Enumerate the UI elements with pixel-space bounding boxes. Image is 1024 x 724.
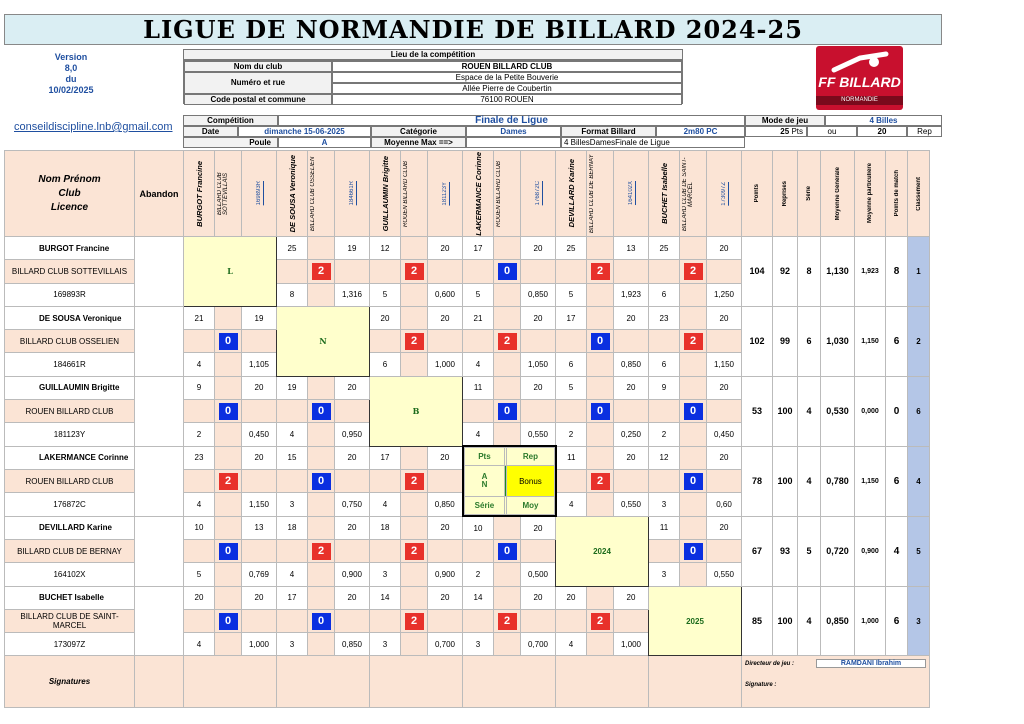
page-title: LIGUE DE NORMANDIE DE BILLARD 2024-25	[4, 14, 942, 45]
match-points: 12	[370, 237, 401, 260]
header-mp: Moyenne particulière	[855, 151, 886, 237]
score-legend: Pts Rep A N Bonus Série Moy	[463, 446, 556, 516]
total-reprises: 93	[773, 516, 798, 586]
match-average: 1,000	[428, 353, 463, 376]
competition-value: Finale de Ligue	[278, 115, 745, 126]
header-opponent-licence: 173097Z	[707, 151, 742, 237]
match-reprises: 20	[707, 237, 742, 260]
mode-label: Mode de jeu	[745, 115, 825, 126]
match-reprises: 20	[242, 376, 277, 399]
version-label: Version	[54, 52, 88, 62]
match-average: 1,050	[521, 353, 556, 376]
match-result-badge: 2	[219, 473, 238, 490]
particular-average: 1,923	[855, 237, 886, 307]
match-reprises: 20	[428, 516, 463, 539]
match-points: 20	[184, 586, 215, 609]
match-reprises: 20	[614, 306, 649, 329]
header-opponent-licence: 176872C	[521, 151, 556, 237]
signature-box[interactable]	[370, 656, 463, 708]
match-serie: 5	[370, 283, 401, 306]
signature-box[interactable]	[277, 656, 370, 708]
match-average: 0,769	[242, 563, 277, 586]
club-label: Nom du club	[184, 61, 332, 72]
match-serie: 3	[463, 633, 494, 656]
match-points: 9	[649, 376, 680, 399]
header-player: Nom Prénom Club Licence	[5, 151, 135, 237]
match-points-total: 4	[886, 516, 908, 586]
header-opponent-club: BILLARD CLUB SOTTEVILLAIS	[215, 151, 242, 237]
match-serie: 2	[649, 423, 680, 446]
match-serie: 3	[649, 563, 680, 586]
match-result-badge: 2	[591, 263, 610, 280]
signatures-label: Signatures	[5, 656, 135, 708]
best-serie: 4	[798, 586, 821, 656]
particular-average: 1,150	[855, 446, 886, 516]
match-result-badge: 0	[498, 543, 517, 560]
match-points: 5	[556, 376, 587, 399]
match-points: 17	[463, 237, 494, 260]
match-average: 1,000	[614, 633, 649, 656]
match-points: 18	[277, 516, 308, 539]
header-opponent-licence: 169893R	[242, 151, 277, 237]
player-licence: 173097Z	[5, 633, 135, 656]
results-grid	[4, 150, 930, 708]
match-reprises: 19	[335, 237, 370, 260]
header-opponent-club: BILLARD CLUB OSSELIEN	[308, 151, 335, 237]
ffbillard-logo	[816, 46, 903, 110]
match-serie: 5	[463, 283, 494, 306]
match-serie: 3	[370, 633, 401, 656]
diagonal-cell: N	[277, 306, 370, 376]
match-reprises: 20	[335, 376, 370, 399]
match-result-badge: 2	[591, 473, 610, 490]
match-result-badge: 2	[405, 263, 424, 280]
player-club: ROUEN BILLARD CLUB	[5, 470, 135, 493]
match-result-badge: 0	[312, 613, 331, 630]
diagonal-cell: 2024	[556, 516, 649, 586]
match-points-total: 6	[886, 306, 908, 376]
player-name: LAKERMANCE Corinne	[5, 446, 135, 469]
match-points-total: 6	[886, 586, 908, 656]
match-serie: 4	[184, 353, 215, 376]
poule-label: Poule	[183, 137, 278, 148]
match-reprises: 20	[521, 237, 556, 260]
total-reprises: 99	[773, 306, 798, 376]
header-opponent-name: BUCHET Isabelle	[649, 151, 680, 237]
postcode-label: Code postal et commune	[184, 94, 332, 105]
general-average: 1,130	[821, 237, 855, 307]
header-reprises: Reprises	[773, 151, 798, 237]
header-opponent-licence: 164102X	[614, 151, 649, 237]
header-abandon: Abandon	[135, 151, 184, 237]
player-club: BILLARD CLUB DE SAINT-MARCEL	[5, 609, 135, 632]
match-serie: 4	[463, 423, 494, 446]
player-name: DEVILLARD Karine	[5, 516, 135, 539]
general-average: 0,850	[821, 586, 855, 656]
total-reprises: 92	[773, 237, 798, 307]
player-licence: 181123Y	[5, 423, 135, 446]
header-cl: Classement	[908, 151, 930, 237]
header-opponent-club: BILLARD CLUB DE BERNAY	[587, 151, 614, 237]
match-average: 1,150	[242, 493, 277, 516]
match-result-badge: 0	[684, 543, 703, 560]
player-licence: 184661R	[5, 353, 135, 376]
match-serie: 4	[184, 633, 215, 656]
header-mg: Moyenne Générale	[821, 151, 855, 237]
player-name: DE SOUSA Veronique	[5, 306, 135, 329]
player-name: GUILLAUMIN Brigitte	[5, 376, 135, 399]
player-name: BURGOT Francine	[5, 237, 135, 260]
match-serie: 5	[184, 563, 215, 586]
match-average: 1,000	[242, 633, 277, 656]
match-average: 0,700	[428, 633, 463, 656]
match-reprises: 20	[335, 586, 370, 609]
or-label: ou	[807, 126, 857, 137]
match-average: 0,250	[614, 423, 649, 446]
match-points: 15	[277, 446, 308, 469]
abandon-cell[interactable]	[135, 237, 184, 307]
best-serie: 6	[798, 306, 821, 376]
match-points: 10	[184, 516, 215, 539]
match-points: 25	[556, 237, 587, 260]
match-points: 11	[556, 446, 587, 469]
signature-box[interactable]	[556, 656, 649, 708]
total-points: 85	[742, 586, 773, 656]
logo-region: NORMANDIE	[816, 96, 903, 105]
match-serie: 5	[556, 283, 587, 306]
reprises-unit: Rep	[907, 126, 942, 137]
general-average: 0,780	[821, 446, 855, 516]
total-points: 104	[742, 237, 773, 307]
match-serie: 4	[556, 493, 587, 516]
player-club: BILLARD CLUB DE BERNAY	[5, 539, 135, 562]
match-result-badge: 2	[405, 613, 424, 630]
player-licence: 164102X	[5, 563, 135, 586]
general-average: 1,030	[821, 306, 855, 376]
match-result-badge: 0	[219, 543, 238, 560]
match-average: 1,250	[707, 283, 742, 306]
match-points-total: 6	[886, 446, 908, 516]
match-average: 0,550	[614, 493, 649, 516]
header-opponent-licence: 184661R	[335, 151, 370, 237]
ranking: 4	[908, 446, 930, 516]
player-club: ROUEN BILLARD CLUB	[5, 400, 135, 423]
abandon-cell[interactable]	[135, 306, 184, 376]
target-points: 25 Pts	[745, 126, 807, 137]
total-points: 102	[742, 306, 773, 376]
ranking: 3	[908, 586, 930, 656]
total-reprises: 100	[773, 376, 798, 446]
match-points: 21	[184, 306, 215, 329]
match-serie: 3	[277, 633, 308, 656]
ranking: 6	[908, 376, 930, 446]
ranking: 2	[908, 306, 930, 376]
match-reprises: 20	[335, 446, 370, 469]
header-opponent-name: GUILLAUMIN Brigitte	[370, 151, 401, 237]
match-serie: 2	[556, 423, 587, 446]
match-result-badge: 0	[684, 403, 703, 420]
match-points: 12	[649, 446, 680, 469]
moyenne-max-label: Moyenne Max ==>	[371, 137, 466, 148]
director-block: Directeur de jeu : RAMDANI Ibrahim Signature :	[742, 656, 930, 708]
match-result-badge: 2	[684, 263, 703, 280]
header-opponent-club: ROUEN BILLARD CLUB	[494, 151, 521, 237]
match-reprises: 20	[707, 306, 742, 329]
header-opponent-name: LAKERMANCE Corinne	[463, 151, 494, 237]
match-serie: 6	[370, 353, 401, 376]
club-value: ROUEN BILLARD CLUB	[332, 61, 682, 72]
match-points: 23	[649, 306, 680, 329]
match-serie: 2	[463, 563, 494, 586]
general-average: 0,720	[821, 516, 855, 586]
match-serie: 3	[277, 493, 308, 516]
player-name: BUCHET Isabelle	[5, 586, 135, 609]
match-average: 0,600	[428, 283, 463, 306]
match-result-badge: 0	[219, 403, 238, 420]
match-result-badge: 0	[219, 333, 238, 350]
match-result-badge: 0	[312, 403, 331, 420]
header-pm: Points de match	[886, 151, 908, 237]
particular-average: 1,150	[855, 306, 886, 376]
match-result-badge: 2	[312, 263, 331, 280]
match-serie: 3	[370, 563, 401, 586]
street-line-2: Allée Pierre de Coubertin	[332, 83, 682, 94]
abandon-cell[interactable]	[135, 516, 184, 586]
format-label: Format Billard	[561, 126, 656, 137]
match-reprises: 20	[242, 586, 277, 609]
diagonal-cell: L	[184, 237, 277, 307]
category-label: Catégorie	[371, 126, 466, 137]
match-reprises: 20	[707, 516, 742, 539]
match-average: 0,950	[335, 423, 370, 446]
format-value: 2m80 PC	[656, 126, 745, 137]
best-serie: 4	[798, 446, 821, 516]
venue-block	[183, 49, 683, 104]
match-result-badge: 0	[312, 473, 331, 490]
match-result-badge: 0	[684, 473, 703, 490]
poule-value: A	[278, 137, 371, 148]
header-opponent-licence: 181123Y	[428, 151, 463, 237]
diagonal-cell: 2025	[649, 586, 742, 656]
match-reprises: 20	[521, 586, 556, 609]
match-result-badge: 2	[312, 543, 331, 560]
logo-text: FF BILLARD	[818, 74, 901, 90]
match-average: 0,550	[707, 563, 742, 586]
match-reprises: 13	[614, 237, 649, 260]
match-points: 20	[370, 306, 401, 329]
general-average: 0,530	[821, 376, 855, 446]
particular-average: 1,000	[855, 586, 886, 656]
match-reprises: 20	[614, 586, 649, 609]
match-serie: 3	[649, 493, 680, 516]
header-serie: Série	[798, 151, 821, 237]
header-opponent-name: DE SOUSA Veronique	[277, 151, 308, 237]
match-points: 25	[277, 237, 308, 260]
match-serie: 6	[649, 283, 680, 306]
header-opponent-name: DEVILLARD Karine	[556, 151, 587, 237]
match-average: 0,700	[521, 633, 556, 656]
header-opponent-club: ROUEN BILLARD CLUB	[401, 151, 428, 237]
contact-email-link[interactable]: conseildiscipline.lnb@gmail.com	[14, 121, 173, 133]
match-reprises: 20	[428, 446, 463, 469]
match-result-badge: 0	[591, 403, 610, 420]
match-points: 10	[463, 516, 494, 539]
match-reprises: 20	[707, 446, 742, 469]
version-date: 10/02/2025	[48, 85, 94, 95]
signature-box[interactable]	[463, 656, 556, 708]
match-points-total: 8	[886, 237, 908, 307]
match-average: 1,316	[335, 283, 370, 306]
total-points: 78	[742, 446, 773, 516]
header-points: Points	[742, 151, 773, 237]
best-serie: 4	[798, 376, 821, 446]
match-average: 1,923	[614, 283, 649, 306]
total-points: 53	[742, 376, 773, 446]
billiard-player-icon	[830, 50, 890, 74]
total-reprises: 100	[773, 446, 798, 516]
match-result-badge: 0	[498, 403, 517, 420]
date-label: Date	[183, 126, 238, 137]
best-serie: 8	[798, 237, 821, 307]
player-licence: 176872C	[5, 493, 135, 516]
match-points: 23	[184, 446, 215, 469]
match-reprises: 20	[428, 586, 463, 609]
header-opponent-name: BURGOT Francine	[184, 151, 215, 237]
match-reprises: 20	[521, 376, 556, 399]
match-result-badge: 2	[405, 333, 424, 350]
header-opponent-club: BILLARD CLUB DE SAINT-MARCEL	[680, 151, 707, 237]
match-reprises: 20	[614, 376, 649, 399]
match-reprises: 13	[242, 516, 277, 539]
particular-average: 0,000	[855, 376, 886, 446]
match-average: 0,550	[521, 423, 556, 446]
match-serie: 2	[184, 423, 215, 446]
match-reprises: 20	[521, 516, 556, 539]
diagonal-cell: B	[370, 376, 463, 446]
version-block	[36, 52, 106, 96]
match-average: 1,150	[707, 353, 742, 376]
match-points: 11	[463, 376, 494, 399]
match-average: 0,850	[428, 493, 463, 516]
match-average: 0,750	[335, 493, 370, 516]
match-points: 11	[649, 516, 680, 539]
abandon-cell[interactable]	[135, 446, 184, 516]
street-label: Numéro et rue	[184, 72, 332, 94]
match-average: 0,900	[335, 563, 370, 586]
match-serie: 4	[370, 493, 401, 516]
particular-average: 0,900	[855, 516, 886, 586]
best-serie: 5	[798, 516, 821, 586]
match-reprises: 20	[521, 306, 556, 329]
signature-box[interactable]	[649, 656, 742, 708]
match-result-badge: 0	[219, 613, 238, 630]
match-serie: 4	[556, 633, 587, 656]
match-average: 1,105	[242, 353, 277, 376]
signature-box[interactable]	[184, 656, 277, 708]
match-result-badge: 2	[405, 543, 424, 560]
postcode-value: 76100 ROUEN	[332, 94, 682, 105]
match-reprises: 20	[428, 306, 463, 329]
mode-value: 4 Billes	[825, 115, 942, 126]
match-points: 17	[370, 446, 401, 469]
match-result-badge: 2	[498, 333, 517, 350]
match-reprises: 20	[707, 376, 742, 399]
match-reprises: 20	[428, 237, 463, 260]
match-points-total: 0	[886, 376, 908, 446]
version-du: du	[65, 74, 77, 84]
match-points: 25	[649, 237, 680, 260]
match-average: 0,500	[521, 563, 556, 586]
match-average: 0,850	[335, 633, 370, 656]
match-points: 17	[556, 306, 587, 329]
match-serie: 4	[463, 353, 494, 376]
match-average: 0,900	[428, 563, 463, 586]
target-reprises: 20	[857, 126, 907, 137]
match-result-badge: 2	[684, 333, 703, 350]
match-average: 0,450	[242, 423, 277, 446]
total-reprises: 100	[773, 586, 798, 656]
director-name: RAMDANI Ibrahim	[816, 659, 926, 668]
match-points: 9	[184, 376, 215, 399]
venue-header: Lieu de la compétition	[183, 49, 683, 60]
match-reprises: 20	[614, 446, 649, 469]
ranking: 1	[908, 237, 930, 307]
version-number: 8,0	[64, 63, 78, 73]
match-serie: 6	[649, 353, 680, 376]
total-points: 67	[742, 516, 773, 586]
match-average: 0,850	[521, 283, 556, 306]
match-average: 0,850	[614, 353, 649, 376]
abandon-cell[interactable]	[135, 586, 184, 656]
date-value: dimanche 15-06-2025	[238, 126, 371, 137]
competition-label: Compétition	[183, 115, 278, 126]
match-points: 14	[463, 586, 494, 609]
match-reprises: 20	[242, 446, 277, 469]
match-result-badge: 0	[498, 263, 517, 280]
match-reprises: 20	[335, 516, 370, 539]
match-serie: 4	[277, 423, 308, 446]
match-points: 21	[463, 306, 494, 329]
player-club: BILLARD CLUB SOTTEVILLAIS	[5, 260, 135, 283]
match-points: 17	[277, 586, 308, 609]
match-points: 20	[556, 586, 587, 609]
player-licence: 169893R	[5, 283, 135, 306]
match-reprises: 19	[242, 306, 277, 329]
ranking: 5	[908, 516, 930, 586]
match-average: 0,450	[707, 423, 742, 446]
street-line-1: Espace de la Petite Bouverie	[332, 72, 682, 83]
match-serie: 8	[277, 283, 308, 306]
match-points: 18	[370, 516, 401, 539]
player-club: BILLARD CLUB OSSELIEN	[5, 330, 135, 353]
match-average: 0,60	[707, 493, 742, 516]
moyenne-max-value	[466, 137, 561, 148]
match-result-badge: 2	[405, 473, 424, 490]
match-result-badge: 0	[591, 333, 610, 350]
abandon-cell[interactable]	[135, 376, 184, 446]
category-value: Dames	[466, 126, 561, 137]
match-serie: 4	[184, 493, 215, 516]
match-points: 19	[277, 376, 308, 399]
match-result-badge: 2	[591, 613, 610, 630]
competition-code: 4 BillesDamesFinale de Ligue	[561, 137, 745, 148]
match-result-badge: 2	[498, 613, 517, 630]
match-points: 14	[370, 586, 401, 609]
match-serie: 4	[277, 563, 308, 586]
match-serie: 6	[556, 353, 587, 376]
